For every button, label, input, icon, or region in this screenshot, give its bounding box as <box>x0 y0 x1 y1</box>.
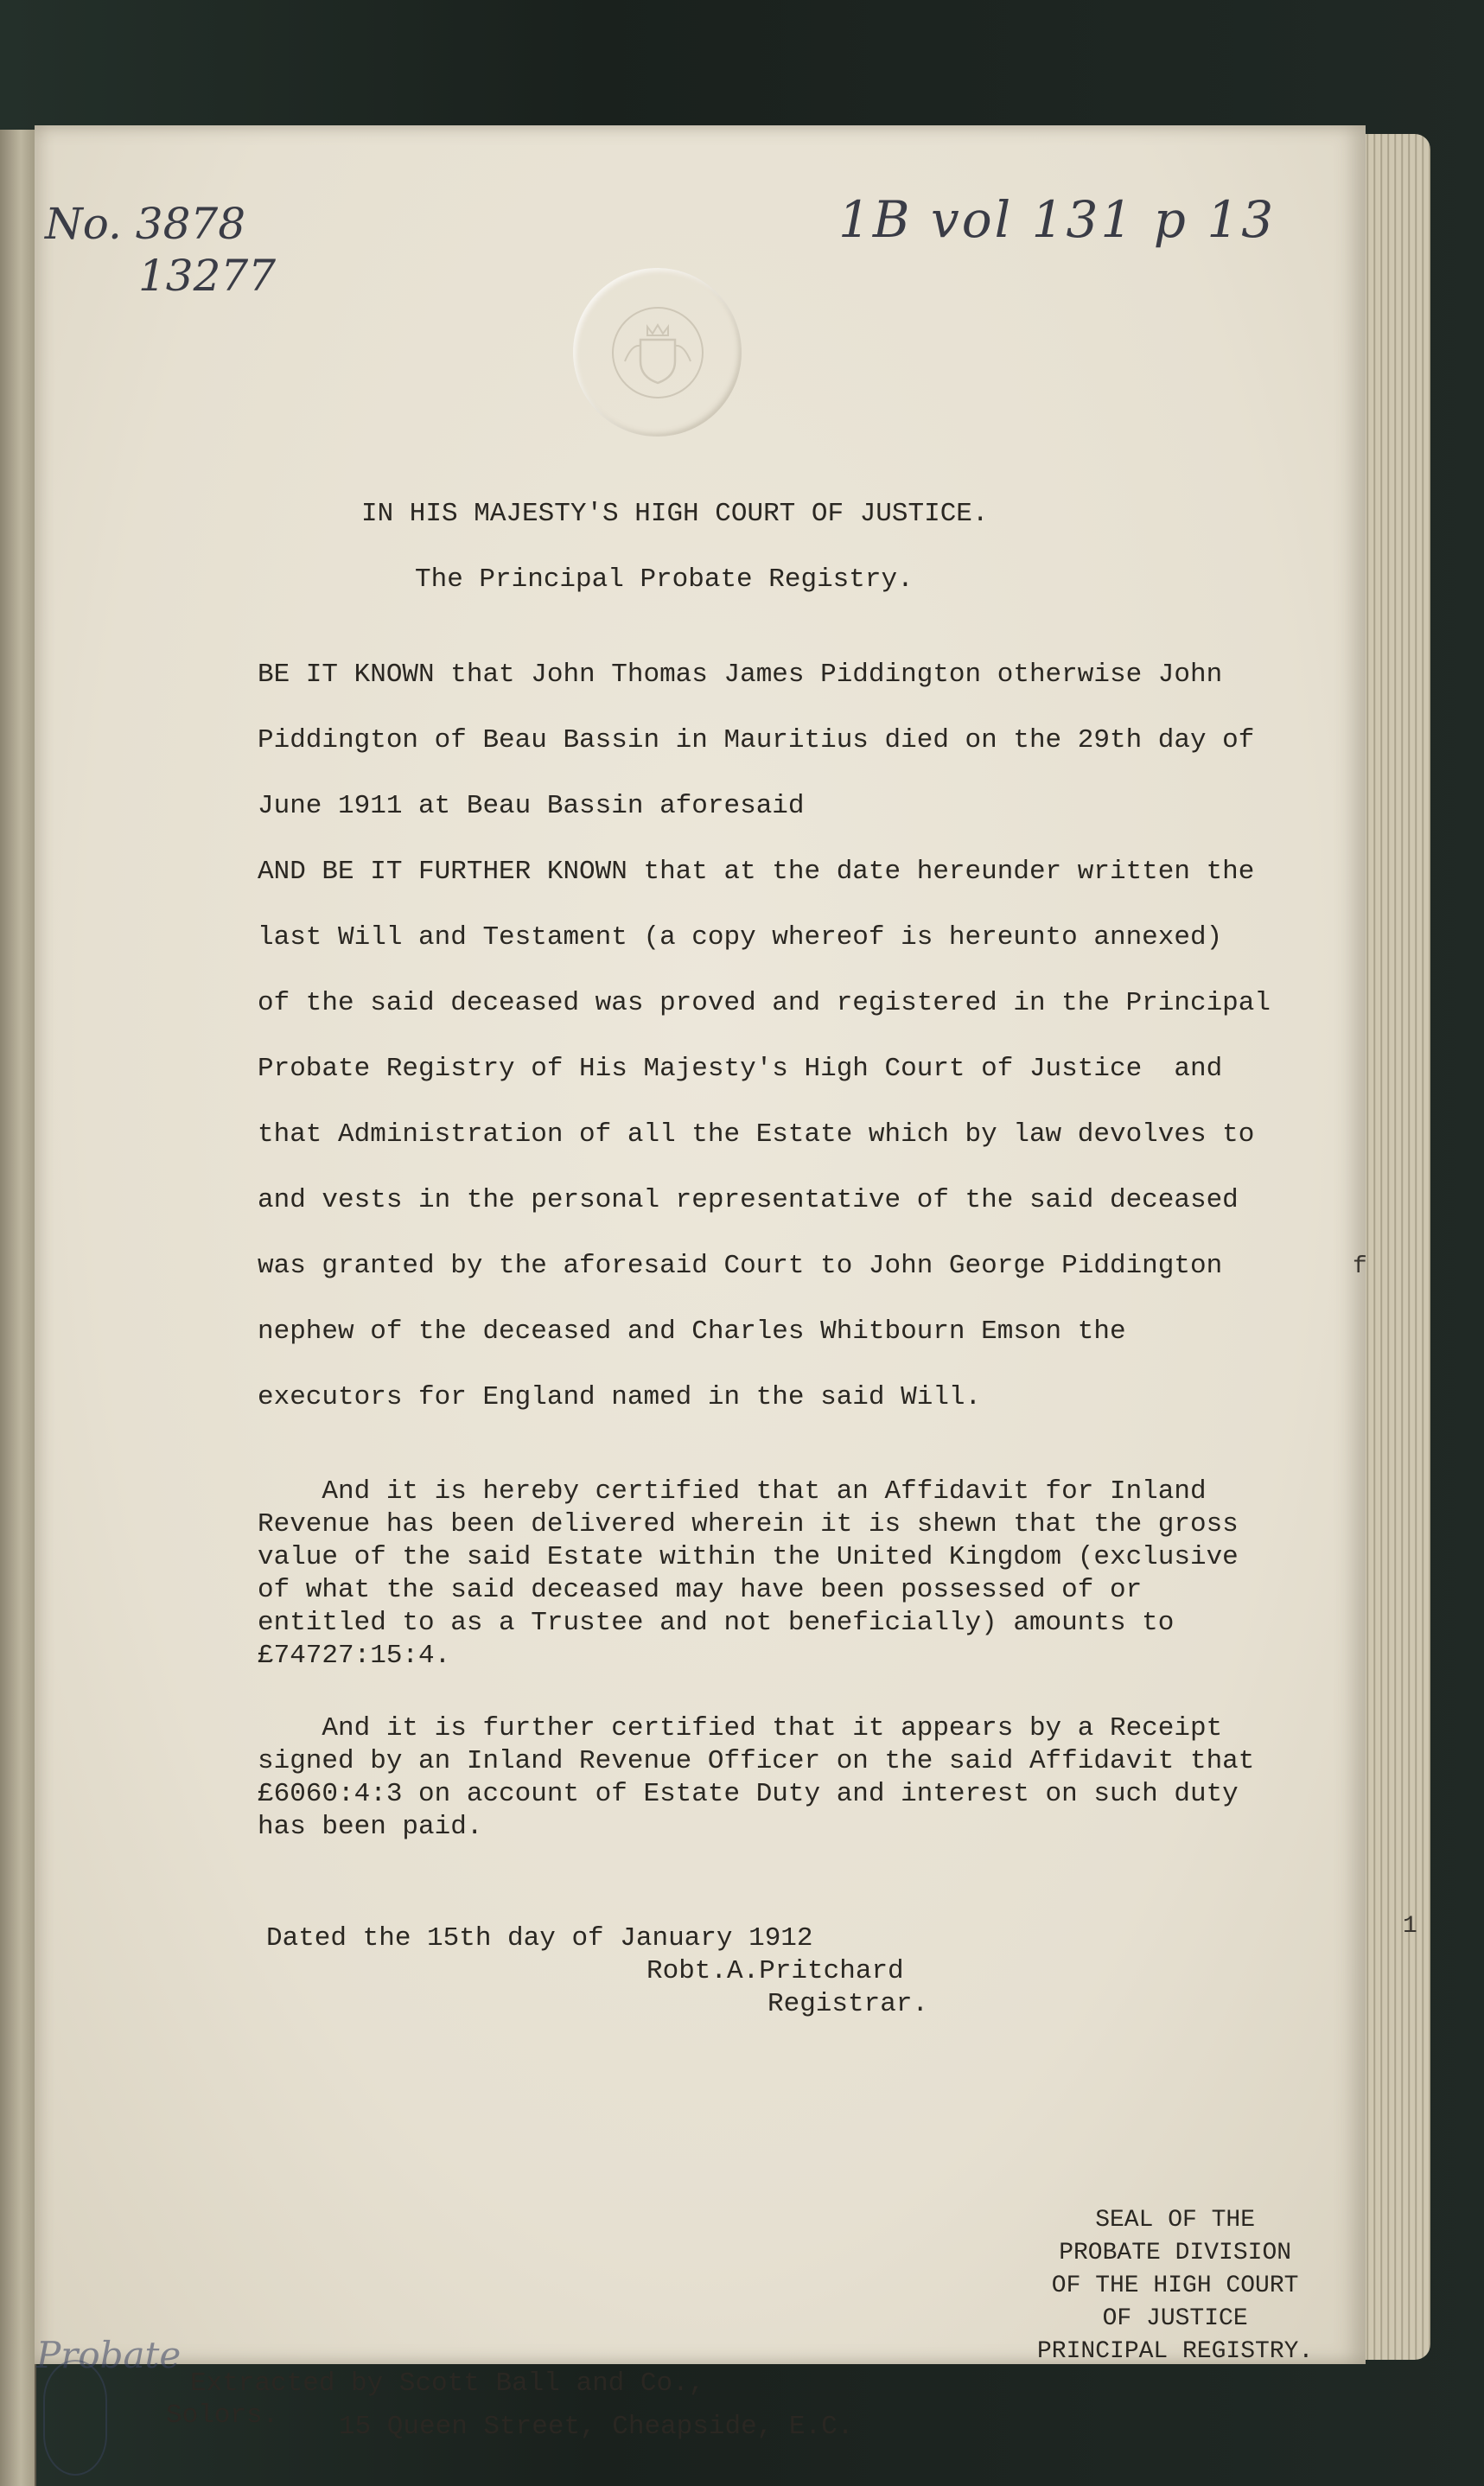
extracted-by: Extracted by Scott Ball and Co., <box>190 2368 705 2399</box>
handwritten-reference-number <box>45 199 245 249</box>
registry-heading: The Principal Probate Registry. <box>415 564 914 595</box>
receipt-line: And it is further certified that it appears by a Receipt <box>258 1713 1223 1743</box>
handwritten-reference-number-2: 13277 <box>138 251 277 301</box>
affidavit-line: £74727:15:4. <box>258 1641 451 1671</box>
crest-icon <box>606 301 710 405</box>
royal-arms-emboss <box>573 268 742 437</box>
solicitors-address: 15 Queen Street, Cheapside, E.C. <box>339 2412 854 2442</box>
grant-line: nephew of the deceased and Charles Whitbourn Emson the <box>258 1316 1126 1347</box>
solicitors-label: Solors. <box>166 2400 279 2431</box>
seal-line: OF THE HIGH COURT <box>1051 2272 1299 2299</box>
reference-prefix: No. <box>45 199 122 249</box>
registrar-signature: Robt.A.Pritchard <box>646 1956 904 1986</box>
grant-line: that Administration of all the Estate which by law devolves to <box>258 1119 1255 1150</box>
margin-mark: f <box>1353 1253 1367 1280</box>
seal-line: SEAL OF THE <box>1095 2207 1256 2234</box>
probate-seal-text <box>1037 2204 1313 2368</box>
handwritten-folio-reference: 1B vol 131 p 13 <box>838 190 1277 249</box>
affidavit-line: Revenue has been delivered wherein it is shewn that the gross <box>258 1509 1239 1539</box>
probate-stamp-text: Probate <box>36 2334 182 2376</box>
seal-line: OF JUSTICE <box>1102 2305 1248 2332</box>
receipt-line: £6060:4:3 on account of Estate Duty and interest on such duty <box>258 1779 1239 1809</box>
document-page <box>35 125 1417 2442</box>
registrar-title: Registrar. <box>767 1989 929 2019</box>
grant-line: of the said deceased was proved and registered in the Principal <box>258 988 1271 1018</box>
probate-stamp <box>43 2360 107 2476</box>
grant-line: was granted by the aforesaid Court to John George Piddington <box>258 1251 1223 1281</box>
facing-page-edge <box>0 130 36 2486</box>
seal-line: PRINCIPAL REGISTRY. <box>1037 2338 1314 2365</box>
grant-line: Piddington of Beau Bassin in Mauritius died on the 29th day of <box>258 725 1255 755</box>
receipt-line: signed by an Inland Revenue Officer on the said Affidavit that <box>258 1746 1255 1776</box>
affidavit-line: entitled to as a Trustee and not beneficially) amounts to <box>258 1608 1175 1638</box>
grant-line: executors for England named in the said Will. <box>258 1382 982 1412</box>
grant-line: June 1911 at Beau Bassin aforesaid <box>258 791 805 821</box>
grant-line: BE IT KNOWN that John Thomas James Piddington otherwise John <box>258 660 1223 690</box>
grant-line: AND BE IT FURTHER KNOWN that at the date hereunder written the <box>258 857 1255 887</box>
court-heading: IN HIS MAJESTY'S HIGH COURT OF JUSTICE. <box>361 499 989 529</box>
grant-line: last Will and Testament (a copy whereof is hereunto annexed) <box>258 922 1223 953</box>
grant-line: Probate Registry of His Majesty's High Court of Justice and <box>258 1054 1223 1084</box>
dated-line: Dated the 15th day of January 1912 <box>266 1923 813 1954</box>
affidavit-line: value of the said Estate within the United Kingdom (exclusive <box>258 1542 1239 1572</box>
reference-number: 3878 <box>135 199 246 249</box>
margin-mark: 1 <box>1403 1913 1417 1940</box>
affidavit-line: of what the said deceased may have been possessed of or <box>258 1575 1143 1605</box>
seal-line: PROBATE DIVISION <box>1059 2240 1292 2266</box>
grant-line: and vests in the personal representative of the said deceased <box>258 1185 1239 1215</box>
receipt-line: has been paid. <box>258 1812 483 1842</box>
affidavit-line: And it is hereby certified that an Affidavit for Inland <box>258 1476 1207 1507</box>
